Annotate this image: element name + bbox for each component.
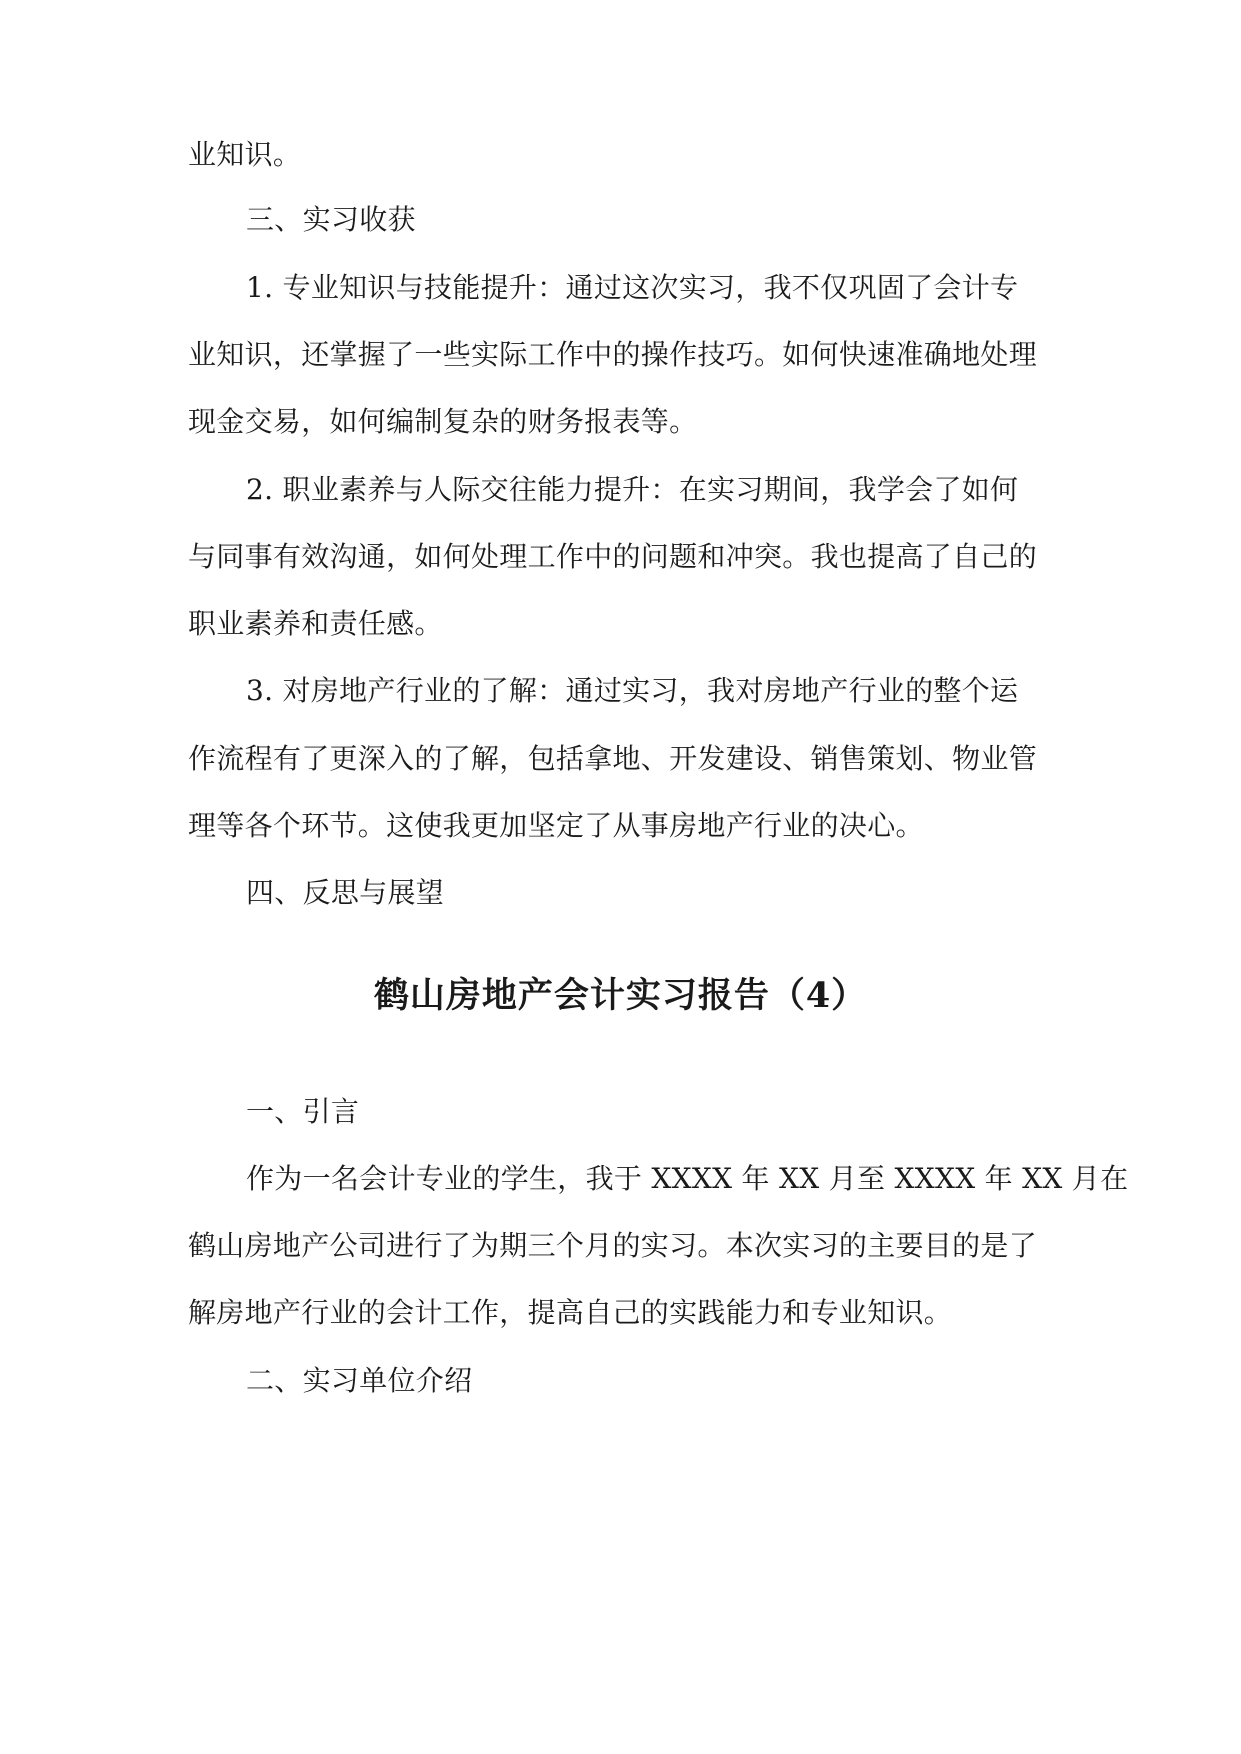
text-line: 作流程有了更深入的了解，包括拿地、开发建设、销售策划、物业管: [188, 742, 1038, 775]
text-line: 解房地产行业的会计工作，提高自己的实践能力和专业知识。: [188, 1296, 953, 1329]
text-line: 2. 职业素养与人际交往能力提升：在实习期间，我学会了如何: [246, 473, 1019, 506]
section-heading: 一、引言: [246, 1095, 360, 1128]
section-heading: 二、实习单位介绍: [246, 1364, 473, 1397]
text-line: 与同事有效沟通，如何处理工作中的问题和冲突。我也提高了自己的: [188, 540, 1038, 573]
text-line: 理等各个环节。这使我更加坚定了从事房地产行业的决心。: [188, 809, 924, 842]
section-heading: 四、反思与展望: [246, 876, 445, 909]
text-line: 1. 专业知识与技能提升：通过这次实习，我不仅巩固了会计专: [246, 271, 1019, 304]
report-title: 鹤山房地产会计实习报告（4）: [373, 975, 868, 1016]
text-line: 业知识。: [188, 138, 302, 171]
text-line: 3. 对房地产行业的了解：通过实习，我对房地产行业的整个运: [246, 674, 1019, 707]
text-line: 职业素养和责任感。: [188, 607, 443, 640]
text-line: 鹤山房地产公司进行了为期三个月的实习。本次实习的主要目的是了: [188, 1229, 1038, 1262]
text-line: 作为一名会计专业的学生，我于 XXXX 年 XX 月至 XXXX 年 XX 月在: [246, 1162, 1129, 1195]
section-heading: 三、实习收获: [246, 203, 416, 236]
text-line: 现金交易，如何编制复杂的财务报表等。: [188, 405, 698, 438]
text-line: 业知识，还掌握了一些实际工作中的操作技巧。如何快速准确地处理: [188, 338, 1038, 371]
